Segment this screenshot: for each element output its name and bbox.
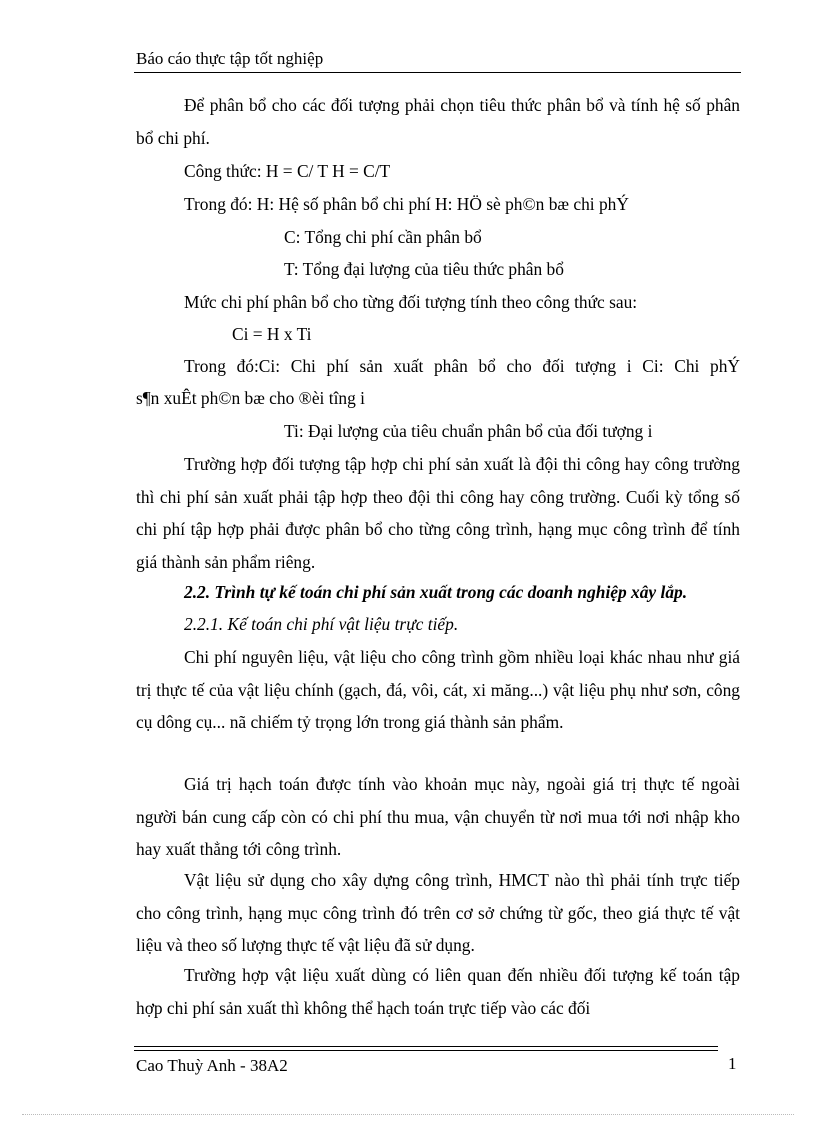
where-line-h: Trong đó: H: Hệ số phân bổ chi phí H: HÖ sè ph©n bæ chi phÝ — [184, 194, 629, 214]
paragraph-accounting-value: Giá trị hạch toán được tính vào khoản mục này, ngoài giá trị thực tế ngoài người bán cung cấp còn có chi phí thu mua, vận chuyển từ nơi mua tới nơi nhập kho hay xuất thẳng tới công trình. — [136, 774, 740, 859]
where-line-c: C: Tổng chi phí cần phân bổ — [284, 227, 482, 247]
where-line-ti: Ti: Đại lượng của tiêu chuẩn phân bổ của đối tượng i — [284, 421, 653, 441]
where-line-ci-continued: s¶n xuÊt ph©n bæ cho ®èi tîng i — [136, 388, 365, 408]
paragraph-site-allocation: Trường hợp đối tượng tập hợp chi phí sản xuất là đội thi công hay công trường thì chi phí sản xuất phải tập hợp theo đội thi công hay công trường. Cuối kỳ tổng số chi phí tập hợp phải được phân bổ cho từng công trình, hạng mục công trình để tính giá thành sản phẩm riêng. — [136, 454, 740, 572]
page-boundary-dotted-line — [22, 1114, 794, 1115]
section-heading-2-2: 2.2. Trình tự kế toán chi phí sản xuất trong các doanh nghiệp xây lắp. — [184, 582, 688, 602]
ci-formula-line: Ci = H x Ti — [232, 324, 312, 344]
allocation-level-line: Mức chi phí phân bổ cho từng đối tượng tính theo công thức sau: — [184, 292, 638, 312]
footer-rule-thin — [134, 1050, 718, 1051]
footer-author: Cao Thuỳ Anh - 38A2 — [136, 1056, 288, 1075]
formula-line: Công thức: H = C/ T H = C/T — [184, 161, 391, 181]
where-line-ci: Trong đó:Ci: Chi phí sản xuất phân bổ cho đối tượng i Ci: Chi phÝ — [184, 356, 740, 376]
section-heading-2-2-1: 2.2.1. Kế toán chi phí vật liệu trực tiếp. — [184, 614, 459, 634]
header-rule — [134, 72, 741, 73]
paragraph-allocation-intro: Để phân bổ cho các đối tượng phải chọn tiêu thức phân bổ và tính hệ số phân bổ chi phí. — [136, 95, 740, 148]
header-title: Báo cáo thực tập tốt nghiệp — [136, 49, 324, 68]
where-line-t: T: Tổng đại lượng của tiêu thức phân bổ — [284, 259, 564, 279]
paragraph-materials-usage: Vật liệu sử dụng cho xây dựng công trình, HMCT nào thì phải tính trực tiếp cho công trình, hạng mục công trình đó trên cơ sở chứng từ gốc, theo giá thực tế vật liệu và theo số lượng thực tế vật liệu đã sử dụng. — [136, 870, 740, 955]
footer-rule-thick — [134, 1046, 718, 1047]
page-number: 1 — [728, 1054, 737, 1073]
paragraph-multi-object: Trường hợp vật liệu xuất dùng có liên quan đến nhiều đối tượng kế toán tập hợp chi phí sản xuất thì không thể hạch toán trực tiếp vào các đối — [136, 965, 740, 1018]
paragraph-material-costs: Chi phí nguyên liệu, vật liệu cho công trình gồm nhiều loại khác nhau như giá trị thực tế của vật liệu chính (gạch, đá, vôi, cát, xi măng...) vật liệu phụ như sơn, công cụ dông cụ... nã chiếm tỷ trọng lớn trong giá thành sản phẩm. — [136, 647, 740, 732]
